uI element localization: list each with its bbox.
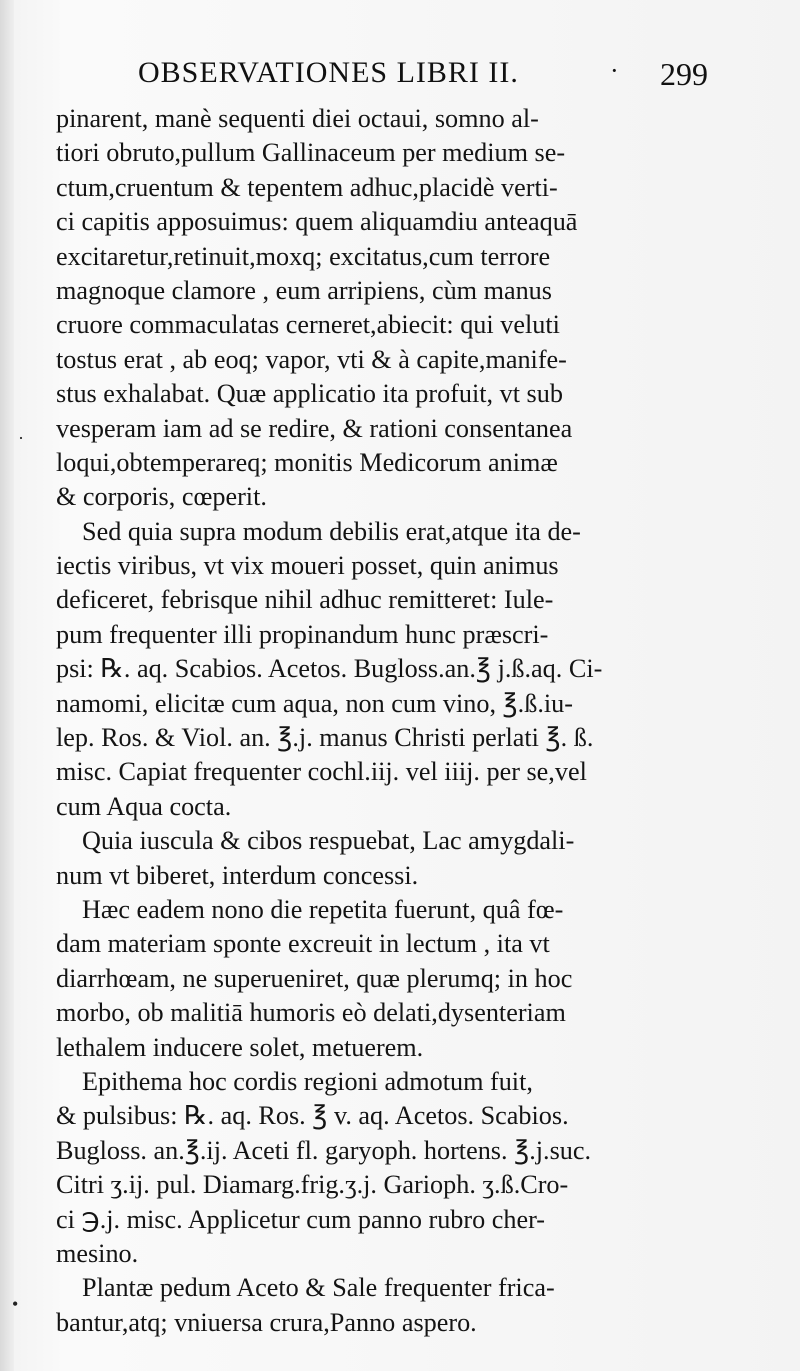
text-line: misc. Capiat frequenter cochl.iij. vel iiij. per se,vel	[56, 757, 587, 787]
text-line: Plantæ pedum Aceto & Sale frequenter frica-	[82, 1273, 555, 1303]
paragraph-3	[56, 824, 708, 893]
paragraph-6	[56, 1271, 708, 1340]
text-line: lethalem inducere solet, metuerem.	[56, 1032, 424, 1062]
text-line: cum Aqua cocta.	[56, 791, 232, 821]
text-line: psi: ℞. aq. Scabios. Acetos. Bugloss.an.℥ j.ß.aq. Ci-	[56, 654, 603, 684]
page-number: 299	[660, 56, 708, 92]
paragraph-1	[56, 102, 708, 515]
text-line: Bugloss. an.℥.ij. Aceti fl. garyoph. hortens. ℥.j.suc.	[56, 1135, 592, 1165]
text-line: cruore commaculatas cerneret,abiecit: qui veluti	[56, 310, 560, 340]
text-line: bantur,atq; vniuersa crura,Panno aspero.	[56, 1307, 477, 1337]
text-line: Sed quia supra modum debilis erat,atque ita de-	[82, 516, 581, 546]
text-line: vesperam iam ad se redire, & rationi consentanea	[56, 413, 573, 443]
text-line: Quia iuscula & cibos respuebat, Lac amygdali-	[82, 826, 575, 856]
text-line: iectis viribus, vt vix moueri posset, quin animus	[56, 551, 559, 581]
text-line: Epithema hoc cordis regioni admotum fuit,	[82, 1066, 533, 1096]
body-text	[56, 102, 708, 1340]
text-line: diarrhœam, ne superueniret, quæ plerumq; in hoc	[56, 963, 573, 993]
text-line: Citri ʒ.ij. pul. Diamarg.frig.ʒ.j. Garioph. ʒ.ß.Cro-	[56, 1170, 569, 1200]
text-line: magnoque clamore , eum arripiens, cùm manus	[56, 275, 552, 305]
margin-dot: •	[12, 1294, 19, 1314]
text-line: tostus erat , ab eoq; vapor, vti & à capite,manife-	[56, 344, 567, 374]
text-line: Hæc eadem nono die repetita fuerunt, quâ fœ-	[82, 894, 564, 924]
text-line: ctum,cruentum & tepentem adhuc,placidè verti-	[56, 172, 558, 202]
text-line: pum frequenter illi propinandum hunc præscri-	[56, 619, 549, 649]
text-line: num vt biberet, interdum concessi.	[56, 860, 419, 890]
text-line: stus exhalabat. Quæ applicatio ita profuit, vt sub	[56, 379, 563, 409]
paragraph-4	[56, 893, 708, 1065]
text-line: lep. Ros. & Viol. an. ℥.j. manus Christi perlati ℥. ß.	[56, 723, 594, 753]
text-line: & corporis, cœperit.	[56, 482, 267, 512]
paragraph-5	[56, 1065, 708, 1271]
text-line: pinarent, manè sequenti diei octaui, somno al-	[56, 104, 539, 133]
text-line: deficeret, febrisque nihil adhuc remitteret: Iule-	[56, 585, 554, 615]
text-line: morbo, ob malitiā humoris eò delati,dysenteriam	[56, 998, 566, 1028]
page-header	[138, 56, 708, 100]
text-line: ci capitis apposuimus: quem aliquamdiu anteaquā	[56, 207, 578, 237]
paragraph-2	[56, 515, 708, 825]
text-line: tiori obruto,pullum Gallinaceum per medium se-	[56, 138, 566, 168]
text-line: excitaretur,retinuit,moxq; excitatus,cum terrore	[56, 241, 551, 271]
text-line: ci ℈.j. misc. Applicetur cum panno rubro cher-	[56, 1204, 545, 1234]
running-title: OBSERVATIONES LIBRI II.	[138, 56, 519, 89]
text-line: & pulsibus: ℞. aq. Ros. ℥ v. aq. Acetos. Scabios.	[56, 1101, 569, 1131]
text-line: dam materiam sponte excreuit in lectum , ita vt	[56, 929, 550, 959]
margin-dot: ·	[18, 428, 24, 448]
text-line: namomi, elicitæ cum aqua, non cum vino, ℥.ß.iu-	[56, 688, 573, 718]
text-line: mesino.	[56, 1238, 139, 1268]
text-line: loqui,obtemperareq; monitis Medicorum animæ	[56, 447, 558, 477]
header-separator: ·	[610, 56, 619, 85]
page-gutter	[0, 0, 14, 1371]
